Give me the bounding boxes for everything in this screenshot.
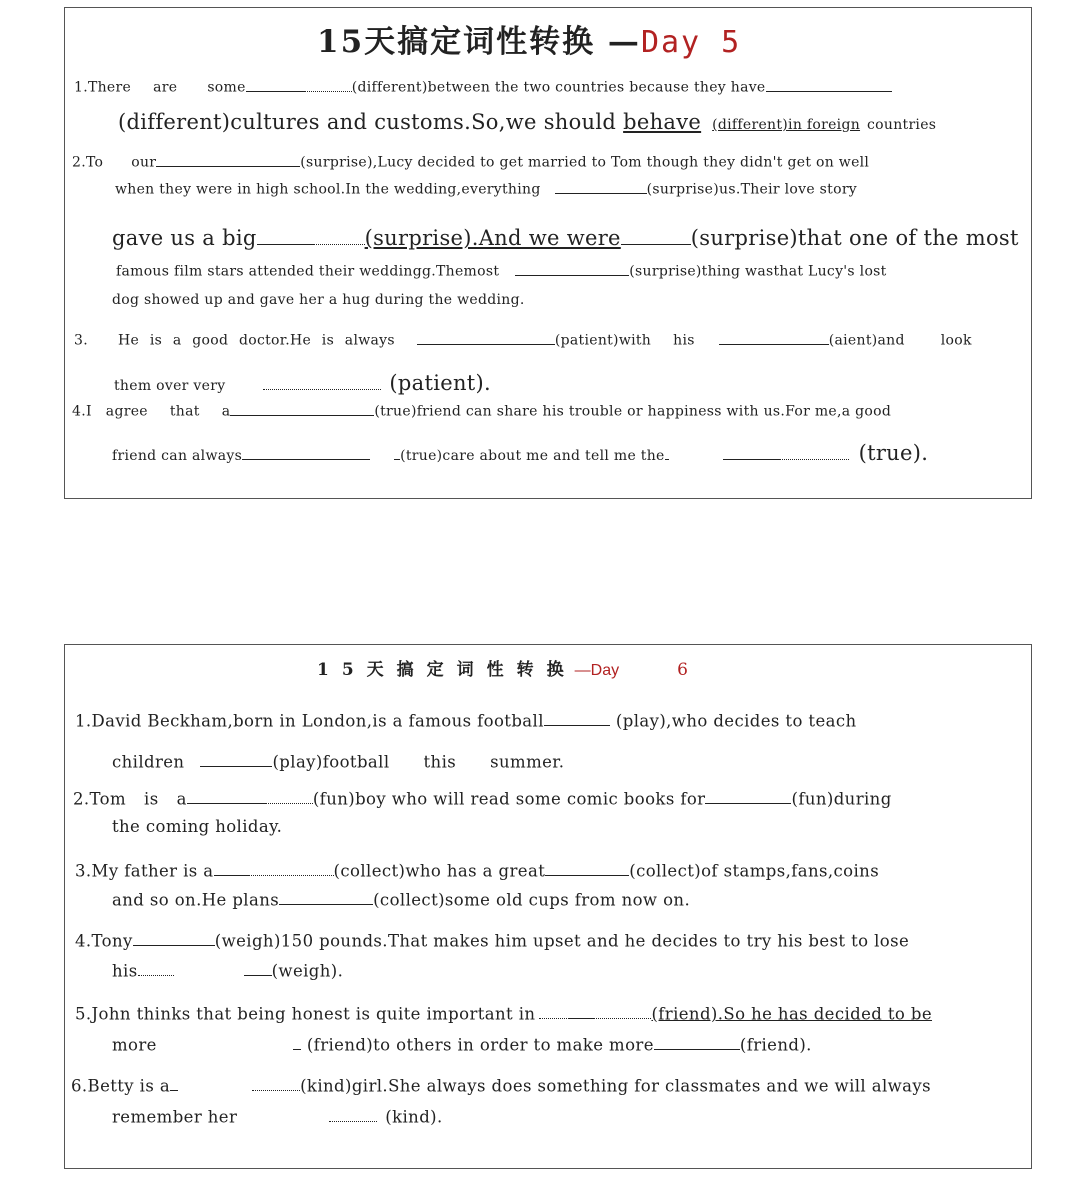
- day5-worksheet: [64, 7, 1032, 499]
- day6-q6-blank1[interactable]: [252, 1073, 300, 1091]
- day6-q5-blank1[interactable]: [539, 1001, 569, 1019]
- day5-q3-blank3[interactable]: [263, 374, 381, 390]
- day5-title-day: Day 5: [640, 25, 742, 60]
- day6-q2-line1: 2.Tom is a (fun)boy who will read some comic books for (fun)during: [73, 786, 892, 808]
- day5-q1-blank2[interactable]: [766, 76, 892, 92]
- day6-title-day: Day: [590, 662, 620, 679]
- day6-title: 15天搞定词性转换—Day 6: [317, 660, 688, 680]
- day6-q2-line2: the coming holiday.: [112, 817, 283, 836]
- day5-q1-line2: (different)cultures and customs.So,we should behave (different)in foreign countries: [118, 110, 937, 134]
- day6-q5-line2: more (friend)to others in order to make more (friend).: [112, 1032, 812, 1054]
- day6-q3-blank2[interactable]: [545, 858, 629, 876]
- day6-q1-blank1[interactable]: [544, 708, 610, 726]
- day5-q2-blank3[interactable]: [257, 222, 313, 245]
- day5-q4-blank1[interactable]: [230, 400, 374, 416]
- day5-q3-blank1[interactable]: [417, 329, 555, 345]
- day5-q2-blank2[interactable]: [555, 178, 647, 194]
- day5-title: 15天搞定词性转换 —Day 5: [317, 24, 742, 60]
- day6-q1-blank2[interactable]: [200, 749, 272, 767]
- day5-q4-line1: 4.I agree that a (true)friend can share his trouble or happiness with us.For me,a good: [72, 400, 891, 420]
- day6-q6-line1: 6.Betty is a (kind)girl.She always does something for classmates and we will always: [71, 1073, 931, 1095]
- day6-worksheet: [64, 644, 1032, 1169]
- day5-q3-line2: them over very (patient).: [114, 371, 491, 395]
- day5-q3-line1: 3. He is a good doctor.He is always (patient)with his (aient)and look: [74, 329, 972, 349]
- day5-q2-line2: when they were in high school.In the wedding,everything (surprise)us.Their love story: [115, 178, 857, 198]
- day5-q2-line3: gave us a big (surprise).And we were (surprise)that one of the most: [112, 222, 1019, 250]
- day5-q1-line1: 1.There are some (different)between the two countries because they have: [74, 76, 892, 96]
- day6-q3-blank3[interactable]: [279, 887, 373, 905]
- day6-q4-line1: 4.Tony (weigh)150 pounds.That makes him upset and he decides to try his best to lose: [75, 928, 909, 950]
- day5-q3-blank2[interactable]: [719, 329, 829, 345]
- day5-q2-blank4[interactable]: [621, 222, 691, 245]
- day6-q2-blank2[interactable]: [705, 786, 791, 804]
- day6-q1-line1: 1.David Beckham,born in London,is a famous football (play),who decides to teach: [75, 708, 857, 730]
- day5-q2-line1: 2.To our (surprise),Lucy decided to get married to Tom though they didn't get on well: [72, 151, 869, 171]
- day6-q6-blank2[interactable]: [329, 1104, 377, 1122]
- day5-q2-line5: dog showed up and gave her a hug during the wedding.: [112, 292, 525, 308]
- day6-q5-line1: 5.John thinks that being honest is quite important in (friend).So he has decided to be: [75, 1001, 932, 1023]
- day5-q4-blank3[interactable]: [723, 444, 779, 460]
- day6-q4-line2: his (weigh).: [112, 958, 343, 980]
- day5-q2-blank1[interactable]: [156, 151, 300, 167]
- day5-q2-line4: famous film stars attended their weddingg.Themost (surprise)thing wasthat Lucy's lost: [116, 260, 887, 280]
- day6-q4-blank1[interactable]: [133, 928, 215, 946]
- day6-q3-line2: and so on.He plans (collect)some old cups from now on.: [112, 887, 690, 909]
- day5-q4-blank2[interactable]: [242, 444, 370, 460]
- day6-q3-line1: 3.My father is a (collect)who has a great (collect)of stamps,fans,coins: [75, 858, 879, 880]
- day6-q5-blank3[interactable]: [654, 1032, 740, 1050]
- day5-q1-blank3[interactable]: (different)in foreign: [712, 117, 861, 133]
- day5-q1-behave: behave: [623, 110, 702, 134]
- day6-q3-blank1[interactable]: [214, 858, 248, 876]
- day6-q4-blank2[interactable]: [138, 958, 174, 976]
- day6-q5-blank2[interactable]: [293, 1032, 301, 1050]
- day5-q2-blank5[interactable]: [515, 260, 629, 276]
- day6-q1-line2: children (play)football this summer.: [112, 749, 564, 771]
- day6-q2-blank1[interactable]: [187, 786, 265, 804]
- day5-q1-blank1[interactable]: [246, 76, 304, 92]
- day5-q4-line2: friend can always (true)care about me and tell me the (true).: [112, 441, 929, 465]
- day6-q6-line2: remember her (kind).: [112, 1104, 443, 1126]
